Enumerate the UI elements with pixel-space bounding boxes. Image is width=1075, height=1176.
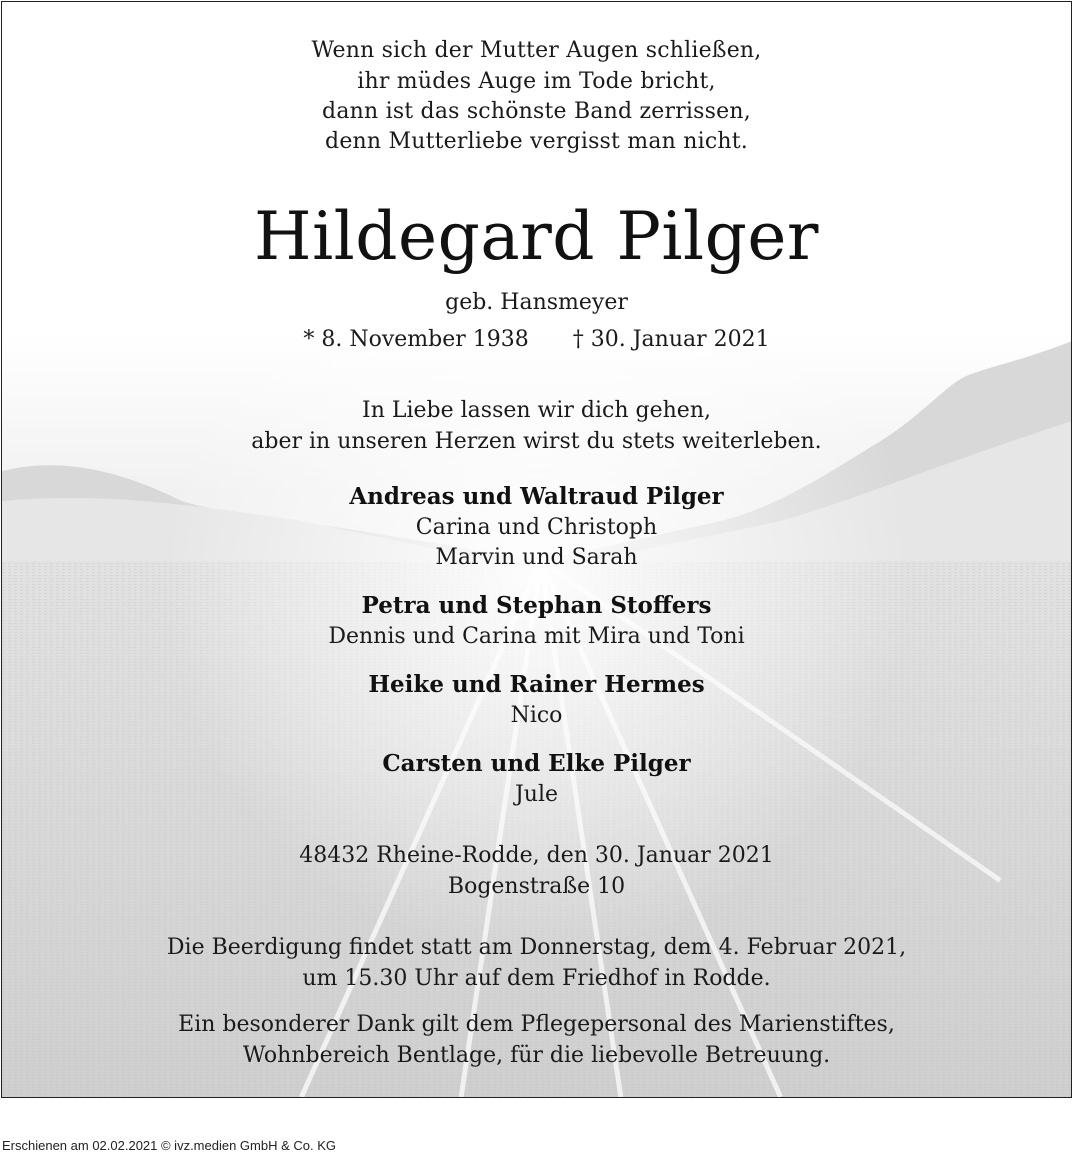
family-member: Jule — [514, 782, 559, 807]
life-dates — [2, 327, 1071, 352]
farewell-line: aber in unseren Herzen wirst du stets weiterleben. — [251, 429, 822, 454]
family-heading: Petra und Stephan Stoffers — [361, 592, 712, 619]
publication-footer: Erschienen am 02.02.2021 © ivz.medien GmbH & Co. KG — [2, 1138, 337, 1153]
death-date: † 30. Januar 2021 — [572, 327, 770, 352]
family-heading: Andreas und Waltraud Pilger — [349, 483, 724, 510]
family-heading: Carsten und Elke Pilger — [382, 750, 691, 777]
family-heading: Heike und Rainer Hermes — [368, 671, 705, 698]
address-line: 48432 Rheine-Rodde, den 30. Januar 2021 — [299, 843, 774, 868]
obituary-notice — [1, 1, 1072, 1098]
poem-line: denn Mutterliebe vergisst man nicht. — [325, 129, 748, 154]
funeral-line: um 15.30 Uhr auf dem Friedhof in Rodde. — [302, 966, 771, 991]
funeral-line: Die Beerdigung findet statt am Donnerstag, dem 4. Februar 2021, — [166, 935, 907, 960]
maiden-name: geb. Hansmeyer — [445, 290, 628, 315]
family-member: Dennis und Carina mit Mira und Toni — [328, 624, 745, 649]
family-member: Carina und Christoph — [415, 515, 658, 540]
farewell-line: In Liebe lassen wir dich gehen, — [362, 398, 711, 423]
address-line: Bogenstraße 10 — [447, 874, 626, 899]
deceased-name: Hildegard Pilger — [254, 198, 819, 275]
poem-line: ihr müdes Auge im Tode bricht, — [357, 69, 716, 94]
poem-line: Wenn sich der Mutter Augen schließen, — [311, 38, 762, 63]
poem-line: dann ist das schönste Band zerrissen, — [322, 99, 751, 124]
birth-date: * 8. November 1938 — [303, 327, 529, 352]
family-member: Marvin und Sarah — [435, 545, 638, 570]
family-member: Nico — [510, 703, 563, 728]
thanks-line: Ein besonderer Dank gilt dem Pflegepersonal des Marienstiftes, — [178, 1012, 895, 1037]
thanks-line: Wohnbereich Bentlage, für die liebevolle Betreuung. — [242, 1043, 831, 1068]
